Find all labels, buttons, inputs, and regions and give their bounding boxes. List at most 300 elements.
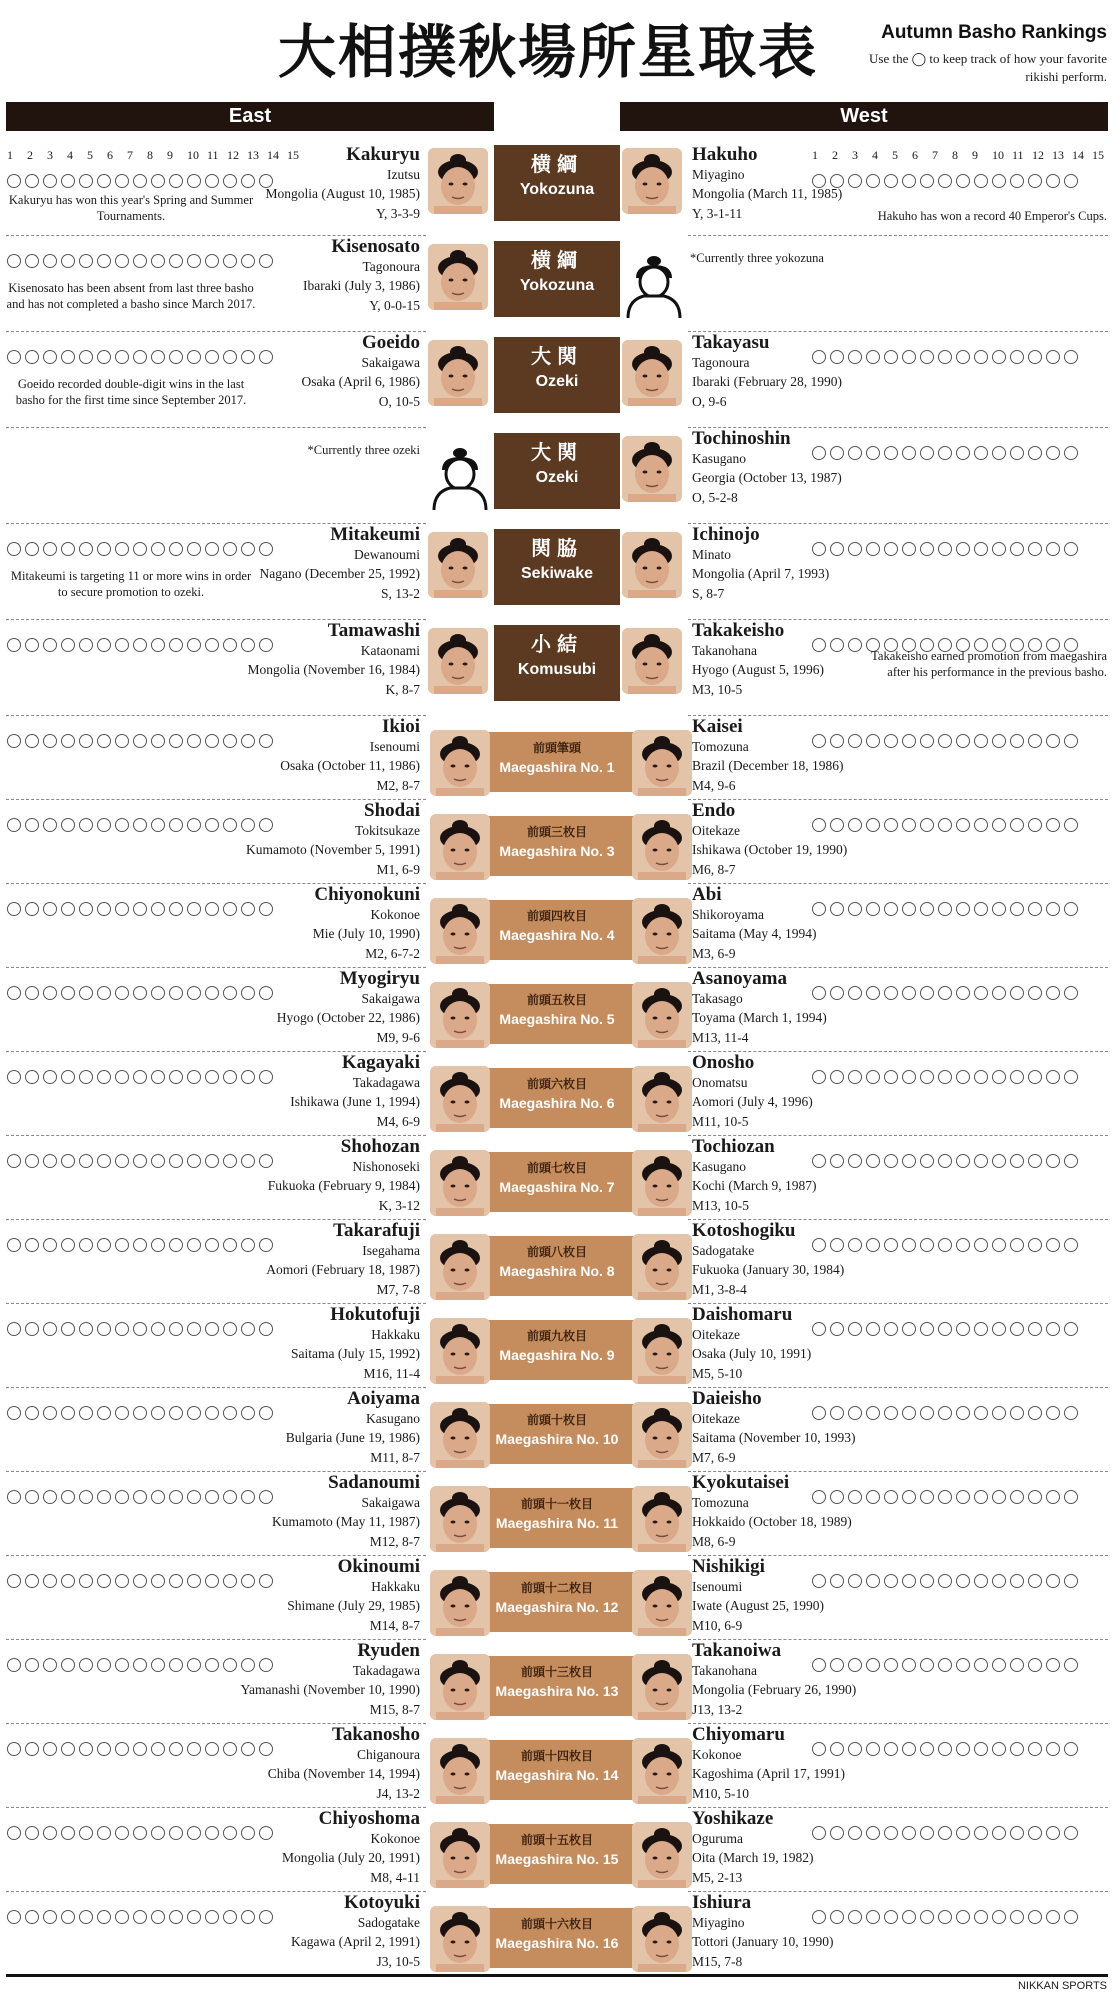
score-circle[interactable] bbox=[205, 1910, 219, 1924]
score-circle[interactable] bbox=[848, 902, 862, 916]
score-circle[interactable] bbox=[97, 1406, 111, 1420]
score-circle[interactable] bbox=[992, 446, 1006, 460]
score-circle[interactable] bbox=[866, 818, 880, 832]
score-circle[interactable] bbox=[79, 986, 93, 1000]
score-circle[interactable] bbox=[223, 1574, 237, 1588]
score-circle[interactable] bbox=[25, 1658, 39, 1672]
score-circle[interactable] bbox=[25, 818, 39, 832]
score-circle[interactable] bbox=[205, 1322, 219, 1336]
score-circle[interactable] bbox=[7, 902, 21, 916]
score-circle[interactable] bbox=[25, 1322, 39, 1336]
score-circle[interactable] bbox=[7, 734, 21, 748]
score-circle[interactable] bbox=[956, 1238, 970, 1252]
score-circle[interactable] bbox=[205, 254, 219, 268]
score-circle[interactable] bbox=[133, 254, 147, 268]
score-circle[interactable] bbox=[1064, 1490, 1078, 1504]
score-circle[interactable] bbox=[938, 1574, 952, 1588]
score-circle[interactable] bbox=[61, 1826, 75, 1840]
score-circle[interactable] bbox=[974, 1910, 988, 1924]
score-circle[interactable] bbox=[133, 1742, 147, 1756]
score-circle[interactable] bbox=[169, 254, 183, 268]
score-circle[interactable] bbox=[1046, 1910, 1060, 1924]
score-circle[interactable] bbox=[25, 986, 39, 1000]
score-circle[interactable] bbox=[1028, 350, 1042, 364]
score-circle[interactable] bbox=[115, 254, 129, 268]
score-circle[interactable] bbox=[7, 1406, 21, 1420]
score-circle[interactable] bbox=[25, 174, 39, 188]
score-circle[interactable] bbox=[7, 1322, 21, 1336]
score-circle[interactable] bbox=[61, 902, 75, 916]
score-circle[interactable] bbox=[992, 1238, 1006, 1252]
score-circle[interactable] bbox=[938, 818, 952, 832]
score-circle[interactable] bbox=[1028, 902, 1042, 916]
score-circle[interactable] bbox=[1046, 1406, 1060, 1420]
score-circle[interactable] bbox=[259, 254, 273, 268]
score-circle[interactable] bbox=[920, 1322, 934, 1336]
score-circle[interactable] bbox=[812, 446, 826, 460]
score-circle[interactable] bbox=[884, 818, 898, 832]
score-circle[interactable] bbox=[133, 902, 147, 916]
score-circle[interactable] bbox=[259, 1742, 273, 1756]
score-circle[interactable] bbox=[79, 1658, 93, 1672]
score-circle[interactable] bbox=[43, 1490, 57, 1504]
score-circle[interactable] bbox=[830, 446, 844, 460]
score-circle[interactable] bbox=[866, 1658, 880, 1672]
score-circle[interactable] bbox=[223, 1406, 237, 1420]
score-circle[interactable] bbox=[1046, 1742, 1060, 1756]
score-circle[interactable] bbox=[151, 254, 165, 268]
score-circle[interactable] bbox=[241, 1826, 255, 1840]
score-circle[interactable] bbox=[1010, 902, 1024, 916]
score-circle[interactable] bbox=[956, 902, 970, 916]
score-circle[interactable] bbox=[133, 1574, 147, 1588]
score-circle[interactable] bbox=[61, 1910, 75, 1924]
score-circle[interactable] bbox=[974, 446, 988, 460]
score-circle[interactable] bbox=[1064, 818, 1078, 832]
score-circle[interactable] bbox=[830, 818, 844, 832]
score-circle[interactable] bbox=[938, 1238, 952, 1252]
score-circle[interactable] bbox=[151, 1406, 165, 1420]
score-circle[interactable] bbox=[1064, 986, 1078, 1000]
score-circle[interactable] bbox=[7, 254, 21, 268]
score-circle[interactable] bbox=[830, 1322, 844, 1336]
score-circle[interactable] bbox=[115, 1154, 129, 1168]
score-circle[interactable] bbox=[115, 986, 129, 1000]
score-circle[interactable] bbox=[25, 1742, 39, 1756]
score-circle[interactable] bbox=[1046, 818, 1060, 832]
score-circle[interactable] bbox=[902, 446, 916, 460]
score-circle[interactable] bbox=[133, 1154, 147, 1168]
score-circle[interactable] bbox=[169, 1490, 183, 1504]
score-circle[interactable] bbox=[223, 1826, 237, 1840]
score-circle[interactable] bbox=[151, 1070, 165, 1084]
score-circle[interactable] bbox=[1028, 1826, 1042, 1840]
score-circle[interactable] bbox=[884, 734, 898, 748]
score-circle[interactable] bbox=[151, 902, 165, 916]
score-circle[interactable] bbox=[1010, 1490, 1024, 1504]
score-circle[interactable] bbox=[187, 1070, 201, 1084]
score-circle[interactable] bbox=[61, 734, 75, 748]
score-circle[interactable] bbox=[7, 1658, 21, 1672]
score-circle[interactable] bbox=[97, 638, 111, 652]
score-circle[interactable] bbox=[1010, 446, 1024, 460]
score-circle[interactable] bbox=[97, 902, 111, 916]
score-circle[interactable] bbox=[187, 1406, 201, 1420]
score-circle[interactable] bbox=[884, 1322, 898, 1336]
score-circle[interactable] bbox=[848, 1658, 862, 1672]
score-circle[interactable] bbox=[920, 1154, 934, 1168]
score-circle[interactable] bbox=[61, 1238, 75, 1252]
score-circle[interactable] bbox=[848, 1406, 862, 1420]
score-circle[interactable] bbox=[115, 174, 129, 188]
score-circle[interactable] bbox=[169, 902, 183, 916]
score-circle[interactable] bbox=[43, 542, 57, 556]
score-circle[interactable] bbox=[938, 902, 952, 916]
score-circle[interactable] bbox=[974, 986, 988, 1000]
score-circle[interactable] bbox=[43, 1322, 57, 1336]
score-circle[interactable] bbox=[25, 1154, 39, 1168]
score-circle[interactable] bbox=[43, 902, 57, 916]
score-circle[interactable] bbox=[974, 1154, 988, 1168]
score-circle[interactable] bbox=[1046, 1658, 1060, 1672]
score-circle[interactable] bbox=[974, 174, 988, 188]
score-circle[interactable] bbox=[902, 1406, 916, 1420]
score-circle[interactable] bbox=[79, 638, 93, 652]
score-circle[interactable] bbox=[830, 174, 844, 188]
score-circle[interactable] bbox=[115, 1742, 129, 1756]
score-circle[interactable] bbox=[259, 1826, 273, 1840]
score-circle[interactable] bbox=[884, 1238, 898, 1252]
score-circle[interactable] bbox=[830, 986, 844, 1000]
score-circle[interactable] bbox=[866, 1490, 880, 1504]
score-circle[interactable] bbox=[830, 1658, 844, 1672]
score-circle[interactable] bbox=[1028, 174, 1042, 188]
score-circle[interactable] bbox=[974, 1658, 988, 1672]
score-circle[interactable] bbox=[848, 734, 862, 748]
score-circle[interactable] bbox=[205, 1070, 219, 1084]
score-circle[interactable] bbox=[1028, 1070, 1042, 1084]
score-circle[interactable] bbox=[43, 1238, 57, 1252]
score-circle[interactable] bbox=[974, 350, 988, 364]
score-circle[interactable] bbox=[241, 902, 255, 916]
score-circle[interactable] bbox=[223, 818, 237, 832]
score-circle[interactable] bbox=[223, 1322, 237, 1336]
score-circle[interactable] bbox=[151, 986, 165, 1000]
score-circle[interactable] bbox=[902, 350, 916, 364]
score-circle[interactable] bbox=[61, 542, 75, 556]
score-circle[interactable] bbox=[830, 902, 844, 916]
score-circle[interactable] bbox=[974, 818, 988, 832]
score-circle[interactable] bbox=[259, 1070, 273, 1084]
score-circle[interactable] bbox=[1028, 1238, 1042, 1252]
score-circle[interactable] bbox=[902, 986, 916, 1000]
score-circle[interactable] bbox=[938, 1154, 952, 1168]
score-circle[interactable] bbox=[1028, 1574, 1042, 1588]
score-circle[interactable] bbox=[7, 1826, 21, 1840]
score-circle[interactable] bbox=[956, 446, 970, 460]
score-circle[interactable] bbox=[830, 1574, 844, 1588]
score-circle[interactable] bbox=[920, 902, 934, 916]
score-circle[interactable] bbox=[187, 986, 201, 1000]
score-circle[interactable] bbox=[1028, 1322, 1042, 1336]
score-circle[interactable] bbox=[187, 638, 201, 652]
score-circle[interactable] bbox=[1046, 350, 1060, 364]
score-circle[interactable] bbox=[43, 818, 57, 832]
score-circle[interactable] bbox=[25, 1826, 39, 1840]
score-circle[interactable] bbox=[43, 1826, 57, 1840]
score-circle[interactable] bbox=[97, 1070, 111, 1084]
score-circle[interactable] bbox=[61, 638, 75, 652]
score-circle[interactable] bbox=[974, 1238, 988, 1252]
score-circle[interactable] bbox=[7, 986, 21, 1000]
score-circle[interactable] bbox=[7, 542, 21, 556]
score-circle[interactable] bbox=[169, 1154, 183, 1168]
score-circle[interactable] bbox=[241, 1154, 255, 1168]
score-circle[interactable] bbox=[7, 350, 21, 364]
score-circle[interactable] bbox=[169, 986, 183, 1000]
score-circle[interactable] bbox=[1010, 1154, 1024, 1168]
score-circle[interactable] bbox=[1064, 1238, 1078, 1252]
score-circle[interactable] bbox=[241, 542, 255, 556]
score-circle[interactable] bbox=[830, 1910, 844, 1924]
score-circle[interactable] bbox=[223, 1154, 237, 1168]
score-circle[interactable] bbox=[848, 1070, 862, 1084]
score-circle[interactable] bbox=[97, 818, 111, 832]
score-circle[interactable] bbox=[902, 818, 916, 832]
score-circle[interactable] bbox=[169, 1406, 183, 1420]
score-circle[interactable] bbox=[866, 734, 880, 748]
score-circle[interactable] bbox=[97, 542, 111, 556]
score-circle[interactable] bbox=[974, 542, 988, 556]
score-circle[interactable] bbox=[61, 1070, 75, 1084]
score-circle[interactable] bbox=[169, 734, 183, 748]
score-circle[interactable] bbox=[205, 986, 219, 1000]
score-circle[interactable] bbox=[223, 1658, 237, 1672]
score-circle[interactable] bbox=[223, 638, 237, 652]
score-circle[interactable] bbox=[902, 1154, 916, 1168]
score-circle[interactable] bbox=[974, 1070, 988, 1084]
score-circle[interactable] bbox=[866, 1322, 880, 1336]
score-circle[interactable] bbox=[1046, 1826, 1060, 1840]
score-circle[interactable] bbox=[241, 986, 255, 1000]
score-circle[interactable] bbox=[79, 902, 93, 916]
score-circle[interactable] bbox=[884, 174, 898, 188]
score-circle[interactable] bbox=[43, 1742, 57, 1756]
score-circle[interactable] bbox=[992, 542, 1006, 556]
score-circle[interactable] bbox=[884, 986, 898, 1000]
score-circle[interactable] bbox=[43, 1574, 57, 1588]
score-circle[interactable] bbox=[61, 1658, 75, 1672]
score-circle[interactable] bbox=[812, 1406, 826, 1420]
score-circle[interactable] bbox=[151, 734, 165, 748]
score-circle[interactable] bbox=[848, 542, 862, 556]
score-circle[interactable] bbox=[151, 1658, 165, 1672]
score-circle[interactable] bbox=[1064, 1574, 1078, 1588]
score-circle[interactable] bbox=[1046, 1238, 1060, 1252]
score-circle[interactable] bbox=[956, 174, 970, 188]
score-circle[interactable] bbox=[1064, 446, 1078, 460]
score-circle[interactable] bbox=[169, 174, 183, 188]
score-circle[interactable] bbox=[223, 1238, 237, 1252]
score-circle[interactable] bbox=[956, 1154, 970, 1168]
score-circle[interactable] bbox=[812, 1742, 826, 1756]
score-circle[interactable] bbox=[866, 1406, 880, 1420]
score-circle[interactable] bbox=[1046, 1322, 1060, 1336]
score-circle[interactable] bbox=[25, 1238, 39, 1252]
score-circle[interactable] bbox=[938, 1070, 952, 1084]
score-circle[interactable] bbox=[79, 818, 93, 832]
score-circle[interactable] bbox=[151, 1574, 165, 1588]
score-circle[interactable] bbox=[187, 542, 201, 556]
score-circle[interactable] bbox=[1064, 1070, 1078, 1084]
score-circle[interactable] bbox=[151, 1322, 165, 1336]
score-circle[interactable] bbox=[1010, 174, 1024, 188]
score-circle[interactable] bbox=[866, 902, 880, 916]
score-circle[interactable] bbox=[205, 350, 219, 364]
score-circle[interactable] bbox=[223, 1490, 237, 1504]
score-circle[interactable] bbox=[25, 1490, 39, 1504]
score-circle[interactable] bbox=[938, 734, 952, 748]
score-circle[interactable] bbox=[992, 1910, 1006, 1924]
score-circle[interactable] bbox=[938, 1322, 952, 1336]
score-circle[interactable] bbox=[920, 1826, 934, 1840]
score-circle[interactable] bbox=[115, 1574, 129, 1588]
score-circle[interactable] bbox=[848, 1154, 862, 1168]
score-circle[interactable] bbox=[79, 1826, 93, 1840]
score-circle[interactable] bbox=[848, 1322, 862, 1336]
score-circle[interactable] bbox=[241, 1742, 255, 1756]
score-circle[interactable] bbox=[205, 174, 219, 188]
score-circle[interactable] bbox=[992, 818, 1006, 832]
score-circle[interactable] bbox=[241, 638, 255, 652]
score-circle[interactable] bbox=[43, 254, 57, 268]
score-circle[interactable] bbox=[956, 1910, 970, 1924]
score-circle[interactable] bbox=[812, 174, 826, 188]
score-circle[interactable] bbox=[259, 818, 273, 832]
score-circle[interactable] bbox=[884, 1826, 898, 1840]
score-circle[interactable] bbox=[992, 1574, 1006, 1588]
score-circle[interactable] bbox=[115, 1658, 129, 1672]
score-circle[interactable] bbox=[1010, 542, 1024, 556]
score-circle[interactable] bbox=[1064, 734, 1078, 748]
score-circle[interactable] bbox=[187, 1574, 201, 1588]
score-circle[interactable] bbox=[812, 350, 826, 364]
score-circle[interactable] bbox=[812, 638, 826, 652]
score-circle[interactable] bbox=[7, 174, 21, 188]
score-circle[interactable] bbox=[151, 1238, 165, 1252]
score-circle[interactable] bbox=[866, 1826, 880, 1840]
score-circle[interactable] bbox=[169, 1742, 183, 1756]
score-circle[interactable] bbox=[884, 1658, 898, 1672]
score-circle[interactable] bbox=[79, 1910, 93, 1924]
score-circle[interactable] bbox=[151, 1910, 165, 1924]
score-circle[interactable] bbox=[938, 350, 952, 364]
score-circle[interactable] bbox=[1028, 734, 1042, 748]
score-circle[interactable] bbox=[187, 1910, 201, 1924]
score-circle[interactable] bbox=[812, 902, 826, 916]
score-circle[interactable] bbox=[61, 1574, 75, 1588]
score-circle[interactable] bbox=[133, 1406, 147, 1420]
score-circle[interactable] bbox=[812, 1070, 826, 1084]
score-circle[interactable] bbox=[61, 986, 75, 1000]
score-circle[interactable] bbox=[25, 734, 39, 748]
score-circle[interactable] bbox=[866, 446, 880, 460]
score-circle[interactable] bbox=[169, 1322, 183, 1336]
score-circle[interactable] bbox=[7, 1154, 21, 1168]
score-circle[interactable] bbox=[79, 1742, 93, 1756]
score-circle[interactable] bbox=[848, 1742, 862, 1756]
score-circle[interactable] bbox=[884, 902, 898, 916]
score-circle[interactable] bbox=[25, 1406, 39, 1420]
score-circle[interactable] bbox=[259, 638, 273, 652]
score-circle[interactable] bbox=[61, 1490, 75, 1504]
score-circle[interactable] bbox=[956, 986, 970, 1000]
score-circle[interactable] bbox=[151, 1742, 165, 1756]
score-circle[interactable] bbox=[205, 734, 219, 748]
score-circle[interactable] bbox=[43, 174, 57, 188]
score-circle[interactable] bbox=[884, 446, 898, 460]
score-circle[interactable] bbox=[115, 902, 129, 916]
score-circle[interactable] bbox=[956, 1322, 970, 1336]
score-circle[interactable] bbox=[7, 1910, 21, 1924]
score-circle[interactable] bbox=[956, 1406, 970, 1420]
score-circle[interactable] bbox=[1010, 1742, 1024, 1756]
score-circle[interactable] bbox=[43, 1154, 57, 1168]
score-circle[interactable] bbox=[920, 1490, 934, 1504]
score-circle[interactable] bbox=[812, 1322, 826, 1336]
score-circle[interactable] bbox=[79, 542, 93, 556]
score-circle[interactable] bbox=[133, 734, 147, 748]
score-circle[interactable] bbox=[992, 1154, 1006, 1168]
score-circle[interactable] bbox=[992, 1406, 1006, 1420]
score-circle[interactable] bbox=[223, 902, 237, 916]
score-circle[interactable] bbox=[974, 1406, 988, 1420]
score-circle[interactable] bbox=[866, 1070, 880, 1084]
score-circle[interactable] bbox=[169, 1658, 183, 1672]
score-circle[interactable] bbox=[97, 1154, 111, 1168]
score-circle[interactable] bbox=[205, 1238, 219, 1252]
score-circle[interactable] bbox=[241, 1406, 255, 1420]
score-circle[interactable] bbox=[133, 1238, 147, 1252]
score-circle[interactable] bbox=[241, 1490, 255, 1504]
score-circle[interactable] bbox=[1010, 818, 1024, 832]
score-circle[interactable] bbox=[866, 1238, 880, 1252]
score-circle[interactable] bbox=[187, 902, 201, 916]
score-circle[interactable] bbox=[848, 446, 862, 460]
score-circle[interactable] bbox=[866, 1574, 880, 1588]
score-circle[interactable] bbox=[1064, 350, 1078, 364]
score-circle[interactable] bbox=[133, 350, 147, 364]
score-circle[interactable] bbox=[1046, 542, 1060, 556]
score-circle[interactable] bbox=[97, 1574, 111, 1588]
score-circle[interactable] bbox=[115, 1826, 129, 1840]
score-circle[interactable] bbox=[133, 542, 147, 556]
score-circle[interactable] bbox=[241, 1574, 255, 1588]
score-circle[interactable] bbox=[866, 1742, 880, 1756]
score-circle[interactable] bbox=[1010, 1910, 1024, 1924]
score-circle[interactable] bbox=[151, 1826, 165, 1840]
score-circle[interactable] bbox=[43, 1070, 57, 1084]
score-circle[interactable] bbox=[187, 1490, 201, 1504]
score-circle[interactable] bbox=[187, 350, 201, 364]
score-circle[interactable] bbox=[25, 542, 39, 556]
score-circle[interactable] bbox=[43, 1910, 57, 1924]
score-circle[interactable] bbox=[830, 1070, 844, 1084]
score-circle[interactable] bbox=[1010, 1826, 1024, 1840]
score-circle[interactable] bbox=[1028, 1742, 1042, 1756]
score-circle[interactable] bbox=[133, 818, 147, 832]
score-circle[interactable] bbox=[205, 1154, 219, 1168]
